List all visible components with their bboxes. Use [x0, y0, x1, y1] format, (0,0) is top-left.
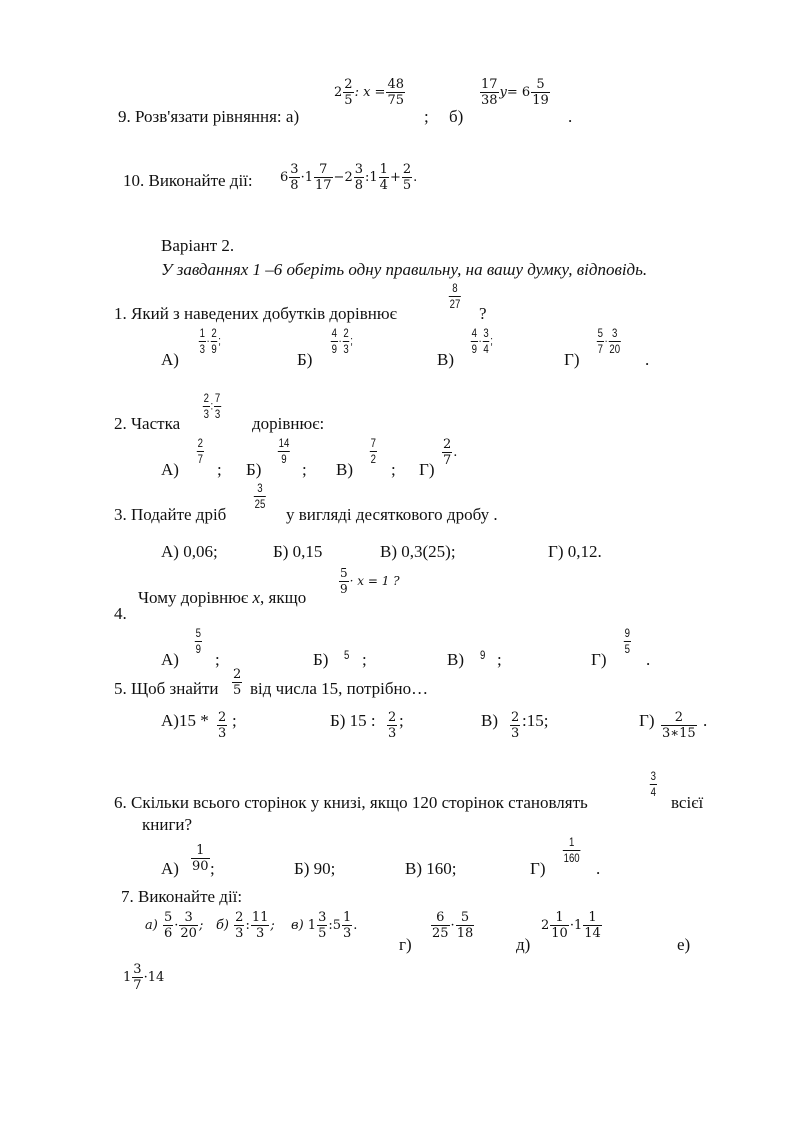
fraction	[456, 910, 475, 941]
q5-option-d-label: Г)	[639, 711, 655, 730]
q5-option-a-label: А)15 *	[161, 711, 209, 730]
fraction	[191, 843, 210, 874]
q4-option-a-label: А)	[161, 650, 179, 669]
variant-instruction: У завданнях 1 –6 оберіть одну правильну, на вашу думку, відповідь.	[161, 260, 648, 279]
fraction	[343, 77, 353, 108]
mixed-whole: 1	[304, 170, 313, 185]
part-label: б)	[216, 918, 230, 933]
fraction	[510, 710, 520, 741]
q4-option-d-end: .	[646, 650, 651, 669]
operator: ·	[569, 918, 574, 933]
numerator: 1	[379, 162, 388, 177]
q1-fraction	[448, 281, 462, 312]
fraction	[234, 910, 244, 941]
fraction	[214, 391, 221, 422]
q5-fraction	[231, 667, 243, 698]
fraction	[650, 769, 657, 800]
task9-equation-b	[479, 77, 551, 108]
fraction	[339, 566, 349, 597]
denominator: 5	[344, 93, 353, 108]
task10-expression	[280, 162, 417, 193]
operator: ·	[604, 333, 608, 348]
mixed-whole: 6	[280, 170, 289, 185]
q2-option-d-label: Г)	[419, 460, 435, 479]
fraction	[217, 710, 227, 741]
denominator: 160	[563, 851, 580, 865]
q3-fraction	[253, 481, 267, 512]
q4-option-a	[194, 626, 203, 657]
multiplier: ·14	[143, 970, 165, 985]
q4-option-d	[623, 626, 632, 657]
mixed-whole: 5	[332, 918, 342, 933]
q2-option-a-label: А)	[161, 460, 179, 479]
numerator: 1	[563, 835, 581, 851]
numerator: 1	[191, 843, 210, 859]
denominator: 14	[584, 926, 601, 941]
q2-option-a-end: ;	[217, 460, 222, 479]
q7-part-d	[541, 910, 603, 941]
denominator: 3	[218, 726, 227, 741]
denominator: 2	[370, 452, 376, 466]
numerator: 1	[550, 910, 569, 926]
numerator: 3	[290, 162, 299, 177]
q2-option-a	[196, 436, 205, 467]
q4-option-b-end: ;	[362, 650, 367, 669]
numerator: 5	[340, 566, 348, 580]
q3-option-a: А) 0,06;	[161, 542, 218, 561]
operator: ·	[174, 918, 179, 933]
q2-option-b	[277, 436, 291, 467]
q6-option-c: В) 160;	[405, 859, 457, 878]
q6-fraction	[649, 769, 658, 800]
denominator: 4	[650, 785, 656, 799]
fraction	[531, 77, 550, 108]
period: .	[353, 918, 358, 933]
fraction	[449, 281, 461, 312]
operator: :	[365, 170, 370, 185]
q7-text: 7. Виконайте дії:	[121, 887, 243, 906]
numerator: 2	[388, 710, 397, 725]
mixed-whole: 2	[541, 918, 550, 933]
operator: ·	[450, 918, 455, 933]
operator: :	[210, 398, 214, 413]
fraction	[314, 162, 333, 193]
denominator: 9	[340, 582, 348, 596]
denominator: 20	[609, 342, 621, 356]
task9-end: .	[568, 107, 573, 126]
q2-text-after: дорівнює:	[252, 414, 325, 433]
denominator: 17	[314, 178, 332, 193]
q6-option-b: Б) 90;	[294, 859, 336, 878]
q5-option-b-fraction	[386, 710, 398, 741]
q7-part-e	[123, 962, 164, 993]
q2-text: 2. Частка	[114, 414, 181, 433]
numerator: 14	[278, 436, 290, 450]
numerator: 5	[531, 77, 550, 93]
q4-text-post: , якщо	[260, 588, 307, 607]
fraction	[342, 910, 352, 941]
q1-option-b	[330, 326, 353, 357]
variable: x	[252, 588, 261, 607]
q5-option-c-label: В)	[481, 711, 498, 730]
mixed-whole: 2	[344, 170, 353, 185]
denominator: 9	[471, 342, 477, 356]
denominator: 3	[255, 926, 265, 941]
mixed-whole: 1	[573, 918, 583, 933]
fraction	[331, 326, 338, 357]
numerator: 1	[343, 910, 352, 925]
separator: ;	[270, 918, 275, 933]
separator: ;	[490, 333, 493, 348]
q1-option-d	[596, 326, 622, 357]
q6-text-after: всієї	[671, 793, 704, 812]
fraction	[624, 626, 631, 657]
numerator: 2	[511, 710, 520, 725]
numerator: 2	[344, 77, 353, 92]
q2-option-c	[369, 436, 378, 467]
numerator: 2	[443, 437, 452, 452]
fraction	[251, 910, 270, 941]
denominator: 7	[597, 342, 603, 356]
q5-text-pre: 5. Щоб знайти	[114, 679, 219, 698]
q7-part-g	[430, 910, 475, 941]
fraction	[597, 326, 604, 357]
numerator: 2	[661, 710, 697, 726]
numerator: 4	[331, 326, 337, 340]
fraction	[278, 436, 290, 467]
fraction	[402, 162, 412, 193]
numerator: 3	[483, 326, 489, 340]
numerator: 2	[218, 710, 227, 725]
fraction	[343, 326, 350, 357]
denominator: 5	[318, 926, 327, 941]
denominator: 7	[133, 978, 142, 993]
numerator: 3	[133, 962, 142, 977]
denominator: 5	[624, 642, 630, 656]
q1-option-b-label: Б)	[297, 350, 313, 369]
denominator: 3	[388, 726, 397, 741]
q4-number: 4.	[114, 604, 127, 623]
fraction	[471, 326, 478, 357]
q2-option-b-end: ;	[302, 460, 307, 479]
q4-option-d-label: Г)	[591, 650, 607, 669]
numerator: 3	[650, 769, 656, 783]
q6-option-d-end: .	[596, 859, 601, 878]
period: .	[453, 445, 458, 460]
operator: ·	[478, 333, 482, 348]
denominator: 38	[481, 93, 498, 108]
numerator: 11	[251, 910, 269, 925]
q2-option-b-label: Б)	[246, 460, 262, 479]
fraction	[195, 626, 202, 657]
denominator: 90	[192, 859, 209, 874]
q5-text-post: від числа 15, потрібно…	[250, 679, 429, 698]
numerator: 17	[481, 77, 498, 92]
denominator: 9	[331, 342, 337, 356]
q4-equation	[338, 566, 400, 597]
q1-end: .	[645, 350, 650, 369]
fraction	[583, 910, 602, 941]
numerator: 4	[471, 326, 477, 340]
numerator: 2	[235, 910, 244, 925]
q1-option-c	[470, 326, 493, 357]
q5-option-b-end: ;	[399, 711, 404, 730]
q4-option-c-label: В)	[447, 650, 464, 669]
operator: = 6	[506, 85, 531, 100]
numerator: 6	[431, 910, 450, 926]
q5-option-d-fraction	[660, 710, 698, 741]
mixed-whole: 1	[369, 170, 378, 185]
mixed-whole: 2	[334, 85, 343, 100]
numerator: 2	[197, 436, 203, 450]
numerator: 2	[402, 162, 412, 177]
denominator: 3	[199, 342, 205, 356]
fraction	[132, 962, 142, 993]
q1-option-c-label: В)	[437, 350, 454, 369]
part-label: в)	[291, 918, 304, 933]
q4-text-pre: Чому дорівнює	[138, 588, 249, 607]
denominator: 75	[387, 93, 404, 108]
numerator: 1	[199, 326, 205, 340]
fraction	[379, 162, 389, 193]
part-label: а)	[145, 918, 158, 933]
q6-option-d	[562, 835, 581, 866]
fraction	[386, 77, 405, 108]
mixed-whole: 1	[123, 970, 132, 985]
q6-option-a-end: ;	[210, 859, 215, 878]
denominator: 4	[379, 178, 388, 193]
denominator: 9	[211, 342, 217, 356]
q3-text: 3. Подайте дріб	[114, 505, 227, 524]
operator: :	[245, 918, 250, 933]
fraction	[317, 910, 327, 941]
q6-option-a-label: А)	[161, 859, 179, 878]
q5-option-b-label: Б) 15 :	[330, 711, 376, 730]
equation-rest: · x = 1 ?	[349, 574, 400, 588]
fraction	[211, 326, 218, 357]
numerator: 8	[449, 281, 461, 297]
denominator: 10	[551, 926, 568, 941]
fraction	[483, 326, 490, 357]
q1-text: 1. Який з наведених добутків дорівнює	[114, 304, 397, 323]
q4-option-c-end: ;	[497, 650, 502, 669]
q1-option-a-label: А)	[161, 350, 179, 369]
numerator: 7	[214, 391, 221, 405]
denominator: 19	[532, 93, 549, 108]
denominator: 20	[180, 926, 197, 941]
fraction	[442, 437, 452, 468]
numerator: 3	[254, 481, 266, 497]
fraction	[254, 481, 266, 512]
numerator: 7	[370, 436, 376, 450]
denominator: 3	[235, 926, 244, 941]
q1-option-d-label: Г)	[564, 350, 580, 369]
fraction	[289, 162, 299, 193]
task9-separator: ;	[424, 107, 429, 126]
q7-part-b	[216, 910, 275, 941]
numerator: 5	[597, 326, 603, 340]
numerator: 3	[609, 326, 621, 342]
fraction	[199, 326, 206, 357]
numerator: 5	[195, 626, 201, 640]
denominator: 7	[197, 452, 203, 466]
fraction	[163, 910, 173, 941]
fraction	[197, 436, 204, 467]
fraction	[232, 667, 242, 698]
q7-part-d-label: д)	[516, 935, 531, 954]
q7-part-g-label: г)	[399, 935, 412, 954]
fraction	[354, 162, 364, 193]
q2-option-d	[441, 437, 457, 468]
q7-part-a	[145, 910, 203, 941]
q2-option-c-label: В)	[336, 460, 353, 479]
separator: ;	[350, 333, 353, 348]
denominator: 25	[432, 926, 449, 941]
fraction	[480, 77, 499, 108]
numerator: 3	[354, 162, 363, 177]
denominator: 3	[343, 342, 349, 356]
fraction	[179, 910, 198, 941]
q6-text-line2: книги?	[142, 815, 193, 834]
numerator: 5	[456, 910, 475, 926]
q5-option-c-end: :15;	[522, 711, 549, 730]
q7-part-e-label: е)	[677, 935, 691, 954]
q5-option-a-end: ;	[232, 711, 237, 730]
denominator: 9	[281, 452, 287, 466]
q4-option-c: 9	[480, 648, 486, 662]
denominator: 8	[354, 178, 363, 193]
separator: ;	[218, 333, 221, 348]
numerator: 2	[343, 326, 349, 340]
task9-label: 9. Розв'язати рівняння: а)	[118, 107, 300, 126]
denominator: 5	[402, 178, 412, 193]
variant-title: Варіант 2.	[161, 236, 235, 255]
denominator: 3	[214, 407, 221, 421]
denominator: 18	[456, 926, 474, 941]
q3-option-b: Б) 0,15	[273, 542, 323, 561]
denominator: 5	[233, 683, 242, 698]
denominator: 3	[511, 726, 520, 741]
operator: −	[333, 170, 345, 185]
q2-option-c-end: ;	[391, 460, 396, 479]
q4-option-b: 5	[344, 648, 350, 662]
numerator: 3	[179, 910, 198, 926]
numerator: 48	[387, 77, 404, 92]
fraction	[387, 710, 397, 741]
operator: :	[328, 918, 333, 933]
task9-equation-a	[334, 77, 406, 108]
operator: ·	[206, 333, 210, 348]
denominator: 3	[203, 407, 209, 421]
mixed-whole: 1	[307, 918, 317, 933]
q5-option-c-fraction	[509, 710, 521, 741]
q7-part-c	[291, 910, 357, 941]
operator: : x =	[354, 85, 386, 100]
denominator: 3∗15	[662, 726, 696, 741]
fraction	[203, 391, 210, 422]
q1-option-a	[198, 326, 221, 357]
q5-option-d-end: .	[703, 711, 708, 730]
q3-option-d: Г) 0,12.	[548, 542, 602, 561]
numerator: 1	[583, 910, 602, 926]
operator: ·	[338, 333, 342, 348]
q4-option-b-label: Б)	[313, 650, 329, 669]
denominator: 25	[254, 497, 266, 511]
period: .	[413, 170, 418, 185]
fraction	[609, 326, 621, 357]
numerator: 3	[318, 910, 327, 925]
q6-option-a	[190, 843, 211, 874]
numerator: 2	[203, 391, 209, 405]
task10-label: 10. Виконайте дії:	[123, 171, 253, 190]
q1-question-mark: ?	[479, 304, 487, 323]
fraction	[550, 910, 569, 941]
denominator: 8	[290, 178, 299, 193]
denominator: 6	[163, 926, 173, 941]
q3-option-c: В) 0,3(25);	[380, 542, 456, 561]
numerator: 9	[624, 626, 630, 640]
denominator: 27	[449, 297, 461, 311]
q5-option-a-fraction	[216, 710, 228, 741]
q6-text: 6. Скільки всього сторінок у книзі, якщо 120 сторінок становлять	[114, 793, 588, 812]
fraction	[563, 835, 581, 866]
numerator: 2	[211, 326, 217, 340]
operator: ·	[300, 170, 305, 185]
variable: y	[499, 85, 507, 100]
fraction	[370, 436, 377, 467]
operator: +	[389, 170, 401, 185]
denominator: 4	[483, 342, 489, 356]
q2-expression	[202, 391, 222, 422]
numerator: 7	[314, 162, 333, 178]
q3-text-after: у вигляді десяткового дробу .	[286, 505, 498, 524]
numerator: 2	[233, 667, 242, 682]
fraction	[431, 910, 450, 941]
denominator: 7	[443, 453, 452, 468]
q6-option-d-label: Г)	[530, 859, 546, 878]
fraction	[661, 710, 697, 741]
q4-option-a-end: ;	[215, 650, 220, 669]
numerator: 5	[163, 910, 173, 925]
q4-text	[138, 588, 306, 608]
task9-b-label: б)	[449, 107, 464, 126]
denominator: 9	[195, 642, 201, 656]
separator: ;	[198, 918, 204, 933]
denominator: 3	[343, 926, 352, 941]
